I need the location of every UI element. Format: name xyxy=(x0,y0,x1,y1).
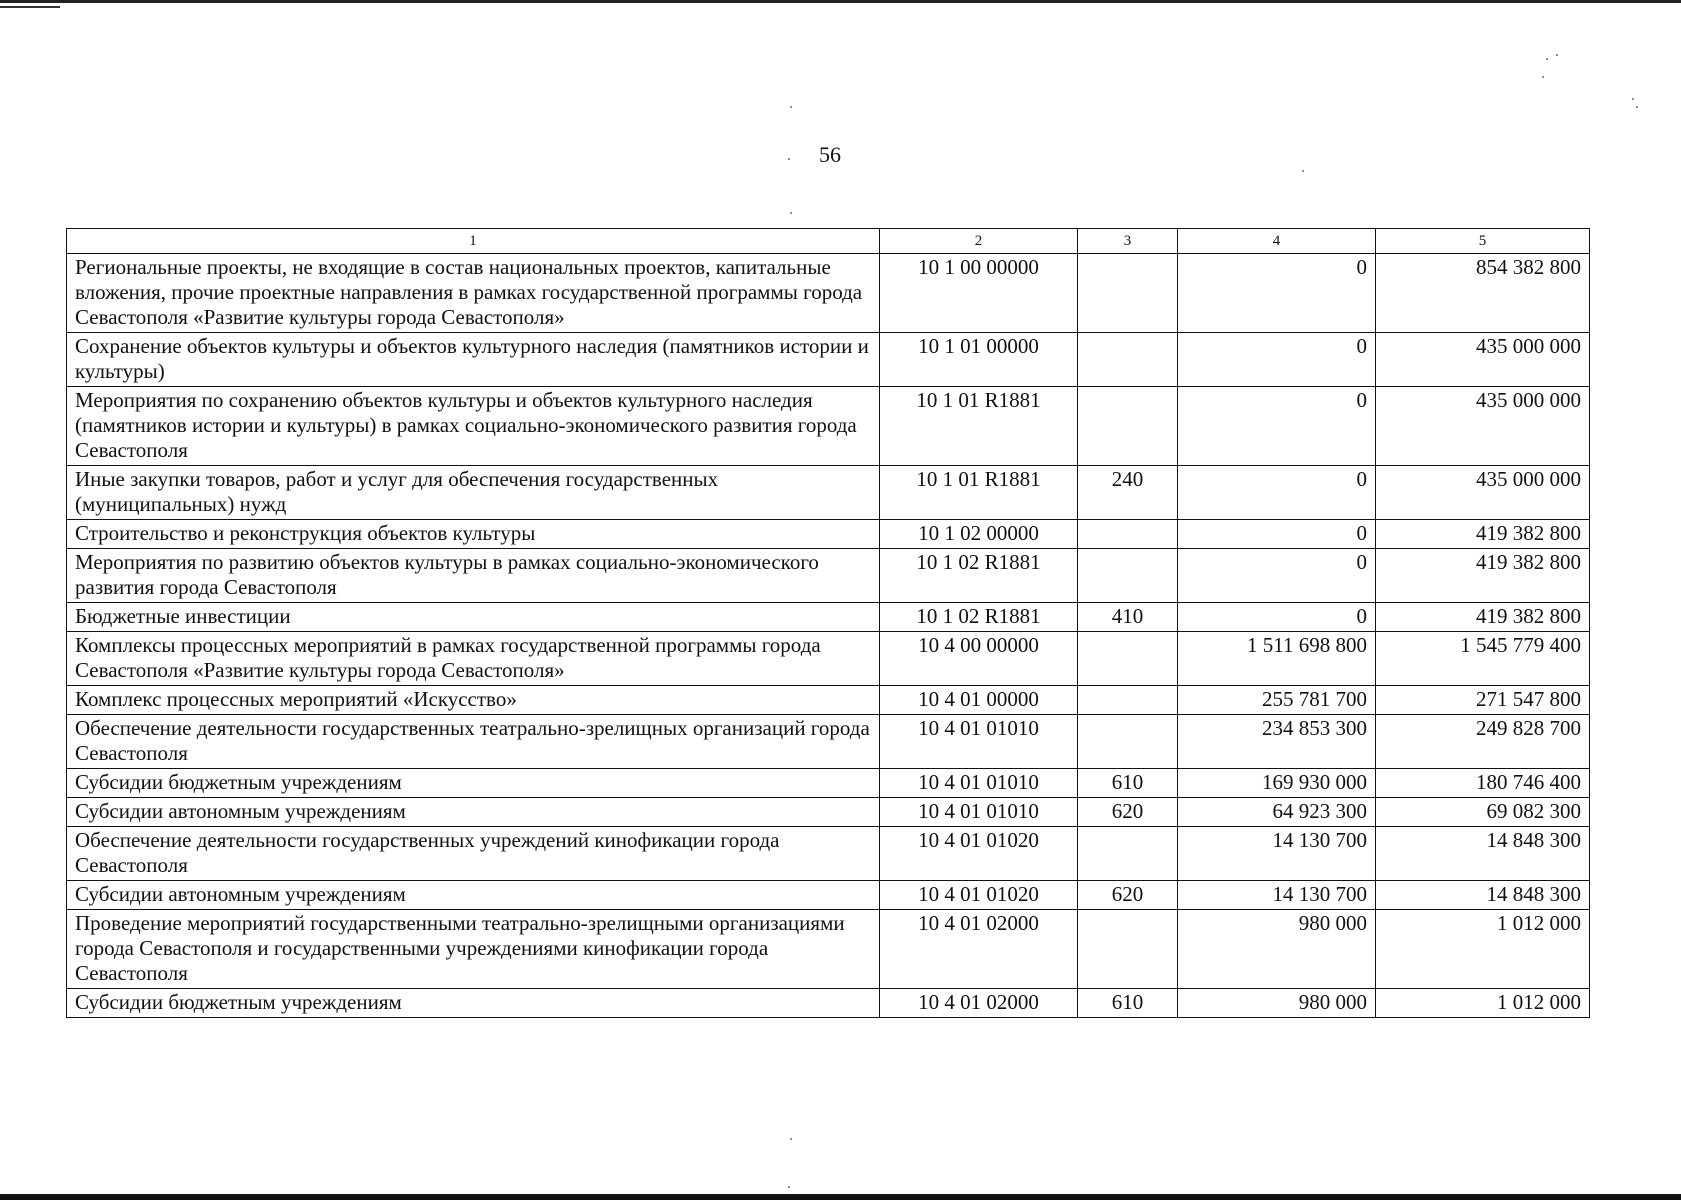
table-row xyxy=(67,333,1590,387)
table-row xyxy=(67,769,1590,798)
scan-border-top xyxy=(0,0,1681,3)
row-value-4-cell: 0 xyxy=(1178,603,1376,632)
row-value-4-cell: 14 130 700 xyxy=(1178,881,1376,910)
row-value-5-cell: 854 382 800 xyxy=(1376,254,1590,333)
table-row xyxy=(67,387,1590,466)
row-type-cell: 240 xyxy=(1078,466,1178,520)
row-type-cell xyxy=(1078,910,1178,989)
scan-speck xyxy=(790,1138,792,1140)
row-type-cell xyxy=(1078,520,1178,549)
table-row xyxy=(67,989,1590,1018)
row-name-cell: Бюджетные инвестиции xyxy=(67,603,880,632)
row-code-cell: 10 4 01 01010 xyxy=(880,715,1078,769)
row-type-cell: 610 xyxy=(1078,989,1178,1018)
row-value-4-cell: 0 xyxy=(1178,549,1376,603)
row-value-4-cell: 980 000 xyxy=(1178,910,1376,989)
table-row xyxy=(67,466,1590,520)
scan-speck xyxy=(788,1186,790,1188)
table-row xyxy=(67,798,1590,827)
table-row xyxy=(67,881,1590,910)
row-name-cell: Субсидии автономным учреждениям xyxy=(67,881,880,910)
scan-speck xyxy=(1302,170,1304,172)
row-value-5-cell: 14 848 300 xyxy=(1376,881,1590,910)
row-name-cell: Строительство и реконструкция объектов культуры xyxy=(67,520,880,549)
row-value-5-cell: 419 382 800 xyxy=(1376,520,1590,549)
row-value-5-cell: 69 082 300 xyxy=(1376,798,1590,827)
row-type-cell xyxy=(1078,254,1178,333)
row-code-cell: 10 4 01 02000 xyxy=(880,989,1078,1018)
row-type-cell: 620 xyxy=(1078,881,1178,910)
row-name-cell: Обеспечение деятельности государственных учреждений кинофикации города Севастополя xyxy=(67,827,880,881)
row-value-5-cell: 435 000 000 xyxy=(1376,387,1590,466)
row-value-4-cell: 169 930 000 xyxy=(1178,769,1376,798)
row-value-5-cell: 271 547 800 xyxy=(1376,686,1590,715)
row-value-4-cell: 0 xyxy=(1178,333,1376,387)
row-type-cell xyxy=(1078,686,1178,715)
table-row xyxy=(67,686,1590,715)
row-name-cell: Проведение мероприятий государственными театрально-зрелищными организациями города Севастополя и государственными учреждениями кинофикации города Севастополя xyxy=(67,910,880,989)
row-code-cell: 10 4 01 00000 xyxy=(880,686,1078,715)
row-value-5-cell: 1 545 779 400 xyxy=(1376,632,1590,686)
row-code-cell: 10 4 00 00000 xyxy=(880,632,1078,686)
table-body xyxy=(67,254,1590,1018)
row-type-cell xyxy=(1078,827,1178,881)
row-value-5-cell: 249 828 700 xyxy=(1376,715,1590,769)
row-name-cell: Субсидии бюджетным учреждениям xyxy=(67,989,880,1018)
row-value-4-cell: 0 xyxy=(1178,466,1376,520)
row-code-cell: 10 1 02 00000 xyxy=(880,520,1078,549)
row-code-cell: 10 1 02 R1881 xyxy=(880,549,1078,603)
column-header: 4 xyxy=(1178,229,1376,254)
column-header: 3 xyxy=(1078,229,1178,254)
row-name-cell: Региональные проекты, не входящие в состав национальных проектов, капитальные вложения, прочие проектные направления в рамках государственной программы города Севастополя «Развитие культуры города Севастополя» xyxy=(67,254,880,333)
row-type-cell xyxy=(1078,549,1178,603)
row-value-5-cell: 435 000 000 xyxy=(1376,466,1590,520)
row-value-4-cell: 64 923 300 xyxy=(1178,798,1376,827)
scan-speck xyxy=(1636,106,1638,108)
row-value-4-cell: 980 000 xyxy=(1178,989,1376,1018)
scan-speck xyxy=(790,106,792,108)
row-code-cell: 10 4 01 01020 xyxy=(880,881,1078,910)
row-value-4-cell: 234 853 300 xyxy=(1178,715,1376,769)
table-row xyxy=(67,827,1590,881)
table-row xyxy=(67,603,1590,632)
scan-speck xyxy=(1556,54,1558,56)
row-name-cell: Комплексы процессных мероприятий в рамках государственной программы города Севастополя «Развитие культуры города Севастополя» xyxy=(67,632,880,686)
row-code-cell: 10 4 01 02000 xyxy=(880,910,1078,989)
column-header: 5 xyxy=(1376,229,1590,254)
row-name-cell: Субсидии бюджетным учреждениям xyxy=(67,769,880,798)
scan-speck xyxy=(788,158,790,160)
row-name-cell: Субсидии автономным учреждениям xyxy=(67,798,880,827)
row-value-5-cell: 14 848 300 xyxy=(1376,827,1590,881)
row-value-4-cell: 0 xyxy=(1178,254,1376,333)
row-code-cell: 10 1 01 00000 xyxy=(880,333,1078,387)
row-value-5-cell: 419 382 800 xyxy=(1376,603,1590,632)
row-name-cell: Мероприятия по развитию объектов культуры в рамках социально-экономического развития города Севастополя xyxy=(67,549,880,603)
row-value-5-cell: 180 746 400 xyxy=(1376,769,1590,798)
row-code-cell: 10 1 01 R1881 xyxy=(880,387,1078,466)
row-value-5-cell: 419 382 800 xyxy=(1376,549,1590,603)
row-type-cell xyxy=(1078,387,1178,466)
scan-speck xyxy=(1632,98,1634,100)
row-value-5-cell: 1 012 000 xyxy=(1376,910,1590,989)
row-name-cell: Мероприятия по сохранению объектов культуры и объектов культурного наследия (памятников истории и культуры) в рамках социально-экономического развития города Севастополя xyxy=(67,387,880,466)
row-value-4-cell: 14 130 700 xyxy=(1178,827,1376,881)
row-code-cell: 10 1 00 00000 xyxy=(880,254,1078,333)
row-code-cell: 10 1 02 R1881 xyxy=(880,603,1078,632)
scan-speck xyxy=(790,212,792,214)
row-type-cell: 410 xyxy=(1078,603,1178,632)
row-type-cell: 610 xyxy=(1078,769,1178,798)
row-value-5-cell: 435 000 000 xyxy=(1376,333,1590,387)
page-number: 56 xyxy=(819,142,841,167)
table-row xyxy=(67,632,1590,686)
column-header: 1 xyxy=(67,229,880,254)
row-code-cell: 10 1 01 R1881 xyxy=(880,466,1078,520)
table-row xyxy=(67,520,1590,549)
scan-speck xyxy=(1546,58,1548,60)
row-value-4-cell: 255 781 700 xyxy=(1178,686,1376,715)
row-value-5-cell: 1 012 000 xyxy=(1376,989,1590,1018)
row-name-cell: Обеспечение деятельности государственных театрально-зрелищных организаций города Севастополя xyxy=(67,715,880,769)
table-row xyxy=(67,549,1590,603)
scan-border-mark xyxy=(0,6,60,8)
row-type-cell: 620 xyxy=(1078,798,1178,827)
table-row xyxy=(67,910,1590,989)
scan-speck xyxy=(1542,76,1544,78)
budget-table xyxy=(66,228,1590,1018)
column-header: 2 xyxy=(880,229,1078,254)
row-type-cell xyxy=(1078,715,1178,769)
row-value-4-cell: 1 511 698 800 xyxy=(1178,632,1376,686)
table-header-row xyxy=(67,229,1590,254)
row-code-cell: 10 4 01 01010 xyxy=(880,798,1078,827)
row-code-cell: 10 4 01 01020 xyxy=(880,827,1078,881)
row-type-cell xyxy=(1078,333,1178,387)
scan-border-bottom xyxy=(0,1194,1681,1200)
table-row xyxy=(67,254,1590,333)
row-value-4-cell: 0 xyxy=(1178,520,1376,549)
row-name-cell: Иные закупки товаров, работ и услуг для обеспечения государственных (муниципальных) нужд xyxy=(67,466,880,520)
row-name-cell: Комплекс процессных мероприятий «Искусство» xyxy=(67,686,880,715)
row-type-cell xyxy=(1078,632,1178,686)
row-value-4-cell: 0 xyxy=(1178,387,1376,466)
row-code-cell: 10 4 01 01010 xyxy=(880,769,1078,798)
row-name-cell: Сохранение объектов культуры и объектов культурного наследия (памятников истории и культуры) xyxy=(67,333,880,387)
table-row xyxy=(67,715,1590,769)
